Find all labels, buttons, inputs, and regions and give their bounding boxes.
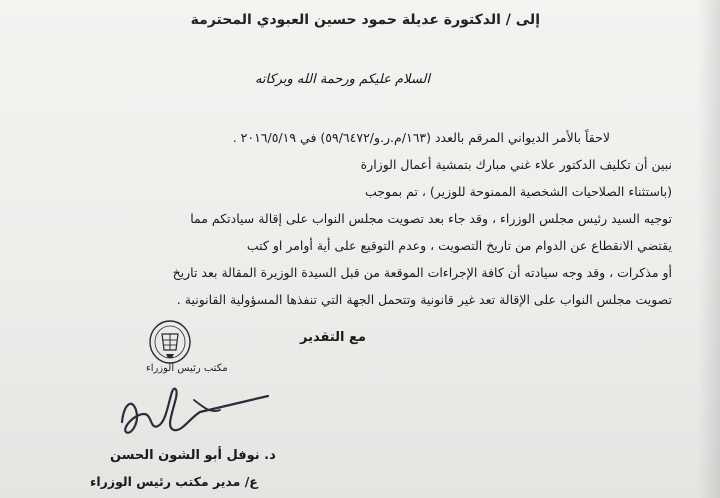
body-line-5: يقتضي الانقطاع عن الدوام من تاريخ التصويت ، وعدم التوقيع على أية أوامر او كتب <box>246 238 672 253</box>
signatory-title: ع/ مدير مكتب رئيس الوزراء <box>90 474 258 489</box>
addressee-line: إلى / الدكتورة عديلة حمود حسين العبودي المحترمة <box>190 12 540 28</box>
body-line-1: لاحقاً بالأمر الديواني المرقم بالعدد (١٦٣/م.ر.و/٥٩/٦٤٧٢) في ٢٠١٦/٥/١٩ . <box>232 130 610 145</box>
handwritten-signature <box>110 384 280 446</box>
body-line-7: تصويت مجلس النواب على الإقالة تعد غير قانونية وتتحمل الجهة التي تنفذها المسؤولية القانونية . <box>176 292 672 307</box>
body-line-4: توجيه السيد رئيس مجلس الوزراء ، وقد جاء بعد تصويت مجلس النواب على إقالة سيادتكم مما <box>190 211 672 226</box>
body-line-2: نبين أن تكليف الدكتور علاء غني مبارك بتمشية أعمال الوزارة <box>360 157 672 172</box>
signatory-name: د. نوفل أبو الشون الحسن <box>110 448 276 463</box>
body-line-6: أو مذكرات ، وقد وجه سيادته أن كافة الإجراءات الموقعة من قبل السيدة الوزيرة المقالة بعد تاريخ <box>172 265 672 280</box>
greeting-line: السلام عليكم ورحمة الله وبركاته <box>254 72 430 87</box>
closing-line: مع التقدير <box>300 330 366 345</box>
body-line-3: (باستثناء الصلاحيات الشخصية الممنوحة للوزير) ، تم بموجب <box>364 184 672 199</box>
page-edge-shadow <box>698 0 720 498</box>
stamp-label: مكتب رئيس الوزراء <box>146 363 228 374</box>
iraqi-emblem-stamp-icon <box>140 318 200 366</box>
